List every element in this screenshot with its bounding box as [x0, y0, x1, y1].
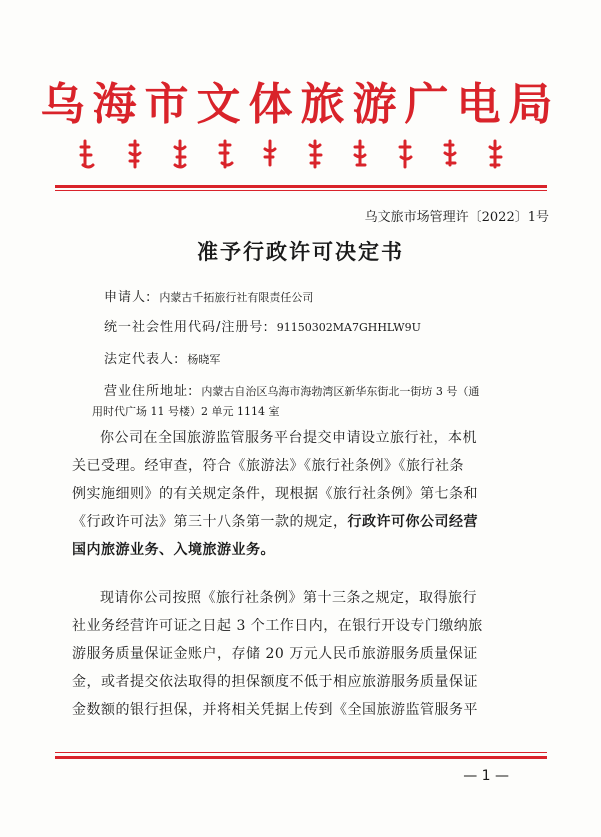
code-row — [104, 316, 421, 335]
code-label: 统一社会性用代码/注册号: — [104, 320, 269, 335]
address-label: 营业住所地址: — [104, 384, 194, 399]
rep-value: 杨晓军 — [187, 353, 221, 366]
paragraph-line: 金，或者提交依法取得的担保额度不低于相应旅游服务质量保证 — [72, 674, 478, 690]
paragraph-line: 你公司在全国旅游监管服务平台提交申请设立旅行社，本机 — [100, 430, 477, 446]
paragraph-line: 社业务经营许可证之日起 3 个工作日内，在银行开设专门缴纳旅 — [72, 618, 483, 634]
rep-label: 法定代表人: — [104, 352, 180, 367]
org-name: 乌海市文体旅游广电局 — [40, 79, 561, 130]
paragraph-line: 金数额的银行担保，并将相关凭据上传到《全国旅游监管服务平 — [72, 702, 478, 718]
paragraph-1 — [72, 424, 534, 564]
rep-row — [104, 348, 220, 367]
paragraph-line: 关已受理。经审查，符合《旅游法》《旅行社条例》《旅行社条 — [72, 458, 464, 474]
page-number: — 1 — — [463, 768, 509, 784]
header-rule-thick — [55, 185, 547, 188]
code-value: 91150302MA7GHHLW9U — [276, 321, 421, 334]
page-title: 准予行政许可决定书 — [197, 239, 404, 264]
footer-rule-thin — [55, 752, 547, 753]
paragraph-line: 游服务质量保证金账户，存储 20 万元人民币旅游服务质量保证 — [72, 646, 478, 662]
paragraph-bold-text: 行政许可你公司经营 — [347, 514, 478, 530]
applicant-label: 申请人: — [104, 290, 152, 305]
document-number: 乌文旅市场管理许〔2022〕1号 — [364, 210, 549, 225]
paragraph-line — [72, 508, 534, 536]
header-rule-thin — [55, 190, 547, 191]
paragraph-line: 例实施细则》的有关规定条件，现根据《旅行社条例》第七条和 — [72, 486, 478, 502]
paragraph-2 — [72, 584, 534, 724]
address-value-line2: 用时代广场 11 号楼）2 单元 1114 室 — [92, 405, 280, 418]
paragraph-bold-line: 国内旅游业务、入境旅游业务。 — [72, 542, 275, 558]
paragraph-text: 《行政许可法》第三十八条第一款的规定， — [72, 514, 348, 530]
address-value-line1: 内蒙古自治区乌海市海勃湾区新华东街北一街坊 3 号（通 — [201, 385, 480, 398]
paragraph-line: 现请你公司按照《旅行社条例》第十三条之规定，取得旅行 — [100, 590, 477, 606]
applicant-row — [104, 286, 313, 305]
address-row — [104, 380, 479, 399]
mongolian-script-logo — [75, 135, 525, 173]
applicant-value: 内蒙古千拓旅行社有限责任公司 — [159, 291, 314, 304]
footer-rule-thick — [55, 756, 547, 759]
